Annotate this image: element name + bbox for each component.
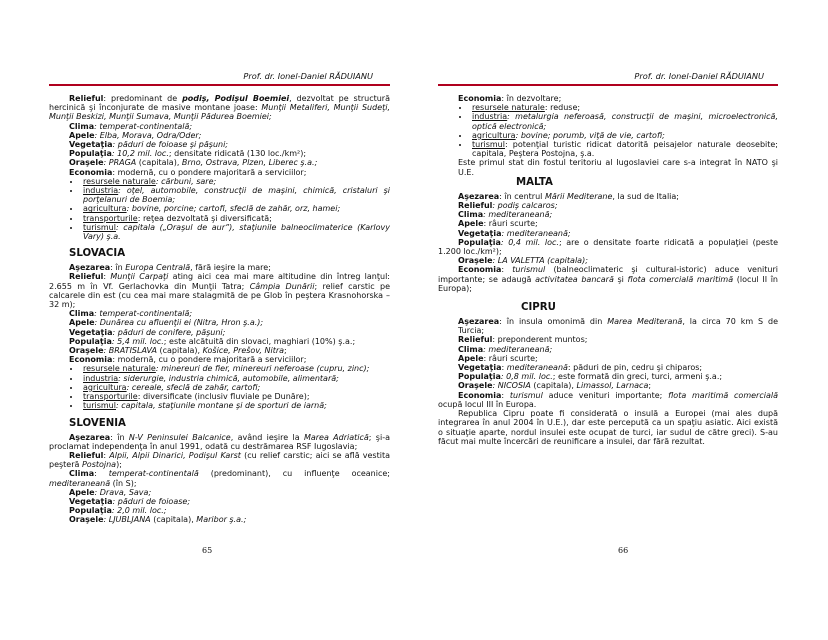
list-item: • turismul: capitala („Oraşul de aur”), staţiunile balneoclimaterice (Karlovy Vary) ş.a. (81, 223, 390, 241)
header-rule (49, 84, 390, 86)
section-title-slovacia: SLOVACIA (69, 248, 126, 260)
asezare-line: Aşezarea: în Europa Centrală, fără ieşire la mare; (69, 263, 271, 273)
economie-line: Economia: modernă, cu o pondere majoritară a serviciilor; (69, 355, 307, 365)
page-number: 66 (618, 546, 629, 555)
ape-line: Apele: Dunărea cu afluenţii ei (Nitra, Hron ş.a.); (69, 318, 264, 328)
clima-paragraph: Clima: temperat-continentală (predominant), cu influenţe oceanice; mediteraneană (în S); (49, 469, 390, 488)
economie-line: Economia: modernă, cu o pondere majoritară a serviciilor; (69, 167, 307, 177)
list-item: • turismul: capitala, staţiunile montane şi de sporturi de iarnă; (81, 401, 390, 410)
relief-line: Relieful: preponderent muntos; (458, 335, 588, 345)
vegetatie-line: Vegetaţia: mediteraneană; (458, 228, 571, 238)
note-paragraph: Republica Cipru poate fi considerată o insulă a Europei (mai ales după integrarea în anul 2004 în U.E.), dar este percepută ca un spaţiu asiatic. Aici există o situaţie aparte, nordul insulei este ocupat de turci, iar sudul de către greci). S-au făcut mai multe încercări de reunificare a insulei, dar fără rezultat. (438, 409, 778, 446)
list-item: • agricultura: bovine, porcine; cartofi, sfeclă de zahăr, orz, hamei; (81, 204, 390, 213)
list-item: • transporturile: reţea dezvoltată şi diversificată; (81, 214, 390, 223)
vegetatie-line: Vegetaţia: mediteraneană: păduri de pin, cedru şi chiparos; (458, 363, 703, 373)
vegetatie-line: Vegetaţia: păduri de conifere, păşuni; (69, 327, 226, 337)
list-item: • industria: oţel, automobile, construcţii de maşini, chimică, cristaluri şi porţelanuri de Boemia; (81, 186, 390, 204)
economie-paragraph: Economia: turismul (balneoclimateric şi cultural-istoric) aduce venituri importante; se adaugă activitatea bancară şi flota comercială maritimă (locul II în Europa); (438, 265, 778, 293)
page-header: Prof. dr. Ionel-Daniel RĂDUIANU (634, 71, 764, 81)
asezare-line: Aşezarea: în centrul Mării Mediterane, la sud de Italia; (458, 191, 679, 201)
clima-line: Clima: temperat-continentală; (69, 121, 193, 131)
vegetatie-line: Vegetaţia: păduri de foioase şi păşuni; (69, 140, 228, 150)
relief-line: Relieful: podiş calcaros; (458, 201, 558, 211)
ape-line: Apele: râuri scurte; (458, 353, 538, 363)
populatie-line: Populaţia: 0,8 mil. loc.; este formată din greci, turci, armeni ş.a.; (458, 372, 723, 382)
section-title-slovenia: SLOVENIA (69, 417, 126, 429)
list-item: • agricultura: bovine; porumb, viţă de vie, cartofi; (470, 131, 778, 140)
page-number: 65 (202, 546, 213, 555)
populatie-line: Populaţia: 10,2 mil. loc.; densitate ridicată (130 loc./km²); (69, 149, 307, 159)
clima-line: Clima: mediteraneană; (458, 344, 553, 354)
list-item: • turismul: potenţial turistic ridicat datorită peisajelor naturale deosebite; capitala, Peştera Postojna, ş.a. (470, 140, 778, 158)
orase-line: Oraşele: NICOSIA (capitala), Limassol, Larnaca; (458, 381, 652, 391)
relief-paragraph: Relieful: Alpii, Alpii Dinarici, Podişul Karst (cu relief carstic; aici se află vestita peşteră Postojna); (49, 450, 391, 470)
ape-line: Apele: râuri scurte; (458, 219, 538, 229)
clima-line: Clima: mediteraneană; (458, 210, 553, 220)
page-body (49, 94, 390, 525)
relief-paragraph: Relieful: Munţii Carpaţi ating aici cea mai mare altitudine din întreg lanţul: 2.655 m în Vf. Gerlachovka din Munţii Tatra; Câmpia Dunării; relief carstic pe calcarele din est (cu cea mai mare stalagmită de pe Glob în peştera Krasnohorska – 32 m); (49, 272, 391, 310)
economy-list (49, 364, 390, 410)
right-page (414, 0, 828, 640)
note-paragraph: Este primul stat din fostul teritoriu al Iugoslaviei care s-a integrat în NATO şi U.E. (458, 158, 778, 177)
list-item: • resursele naturale: reduse; (470, 103, 778, 112)
populatie-line: Populaţia: 2,0 mil. loc.; (69, 506, 167, 516)
clima-line: Clima: temperat-continentală; (69, 309, 193, 319)
vegetatie-line: Vegetaţia: păduri de foioase; (69, 496, 191, 506)
asezare-line: Aşezarea: în insula omonimă din Marea Mediterană, la circa 70 km S de Turcia; (458, 317, 778, 336)
list-item: • industria: metalurgia neferoasă, construcţii de maşini, microelectronică, optică electronică; (470, 112, 778, 130)
orase-line: Oraşele: LJUBLJANA (capitala), Maribor ş.a.; (69, 515, 247, 525)
list-item: • transporturile: diversificate (inclusiv fluviale pe Dunăre); (81, 392, 390, 401)
relief-paragraph: Relieful: predominant de podiş, Podişul Boemiei, dezvoltat pe structură hercinică şi înconjurate de masive montane joase: Munţii Metaliferi, Munţii Sudeţi, Munţii Beskizi, Munţii Sumava, Munţii Pădurea Boemiei; (49, 94, 391, 122)
orase-line: Oraşele: PRAGA (capitala), Brno, Ostrava, Plzen, Liberec ş.a.; (69, 158, 318, 168)
section-title-malta: MALTA (516, 176, 553, 188)
economie-paragraph: Economia: turismul aduce venituri importante; flota maritimă comercială ocupă locul III în Europa. (438, 390, 778, 409)
economy-list (438, 103, 778, 158)
list-item: • resursele naturale: cărbuni, sare; (81, 177, 390, 186)
asezare-line: Aşezarea: în N-V Peninsulei Balcanice, având ieşire la Marea Adriatică; şi-a proclamat independenţa în anul 1991, odată cu destrămarea RSF Iugoslavia; (49, 432, 390, 451)
orase-line: Oraşele: BRATISLAVA (capitala), Košice, Prešov, Nitra; (69, 346, 287, 356)
list-item: • resursele naturale: minereuri de fier, minereuri neferoase (cupru, zinc); (81, 364, 390, 373)
ape-line: Apele: Elba, Morava, Odra/Oder; (69, 130, 202, 140)
populatie-line: Populaţia: 5,4 mil. loc.; este alcătuită din slovaci, maghiari (10%) ş.a.; (69, 336, 356, 346)
page-header: Prof. dr. Ionel-Daniel RĂDUIANU (243, 71, 373, 81)
populatie-paragraph: Populaţia: 0,4 mil. loc.; are o densitate foarte ridicată a populaţiei (peste 1.200 loc./km²); (438, 237, 779, 257)
economie-line: Economia: în dezvoltare; (458, 94, 562, 103)
header-rule (438, 84, 778, 86)
list-item: • agricultura: cereale, sfeclă de zahăr, cartofi; (81, 383, 390, 392)
economy-list (49, 177, 390, 241)
ape-line: Apele: Drava, Sava; (69, 487, 152, 497)
page-body (438, 94, 778, 446)
section-title-cipru: CIPRU (521, 302, 556, 314)
list-item: • industria: siderurgie, industria chimică, automobile, alimentară; (81, 374, 390, 383)
orase-line: Oraşele: LA VALETTA (capitala); (458, 256, 588, 266)
